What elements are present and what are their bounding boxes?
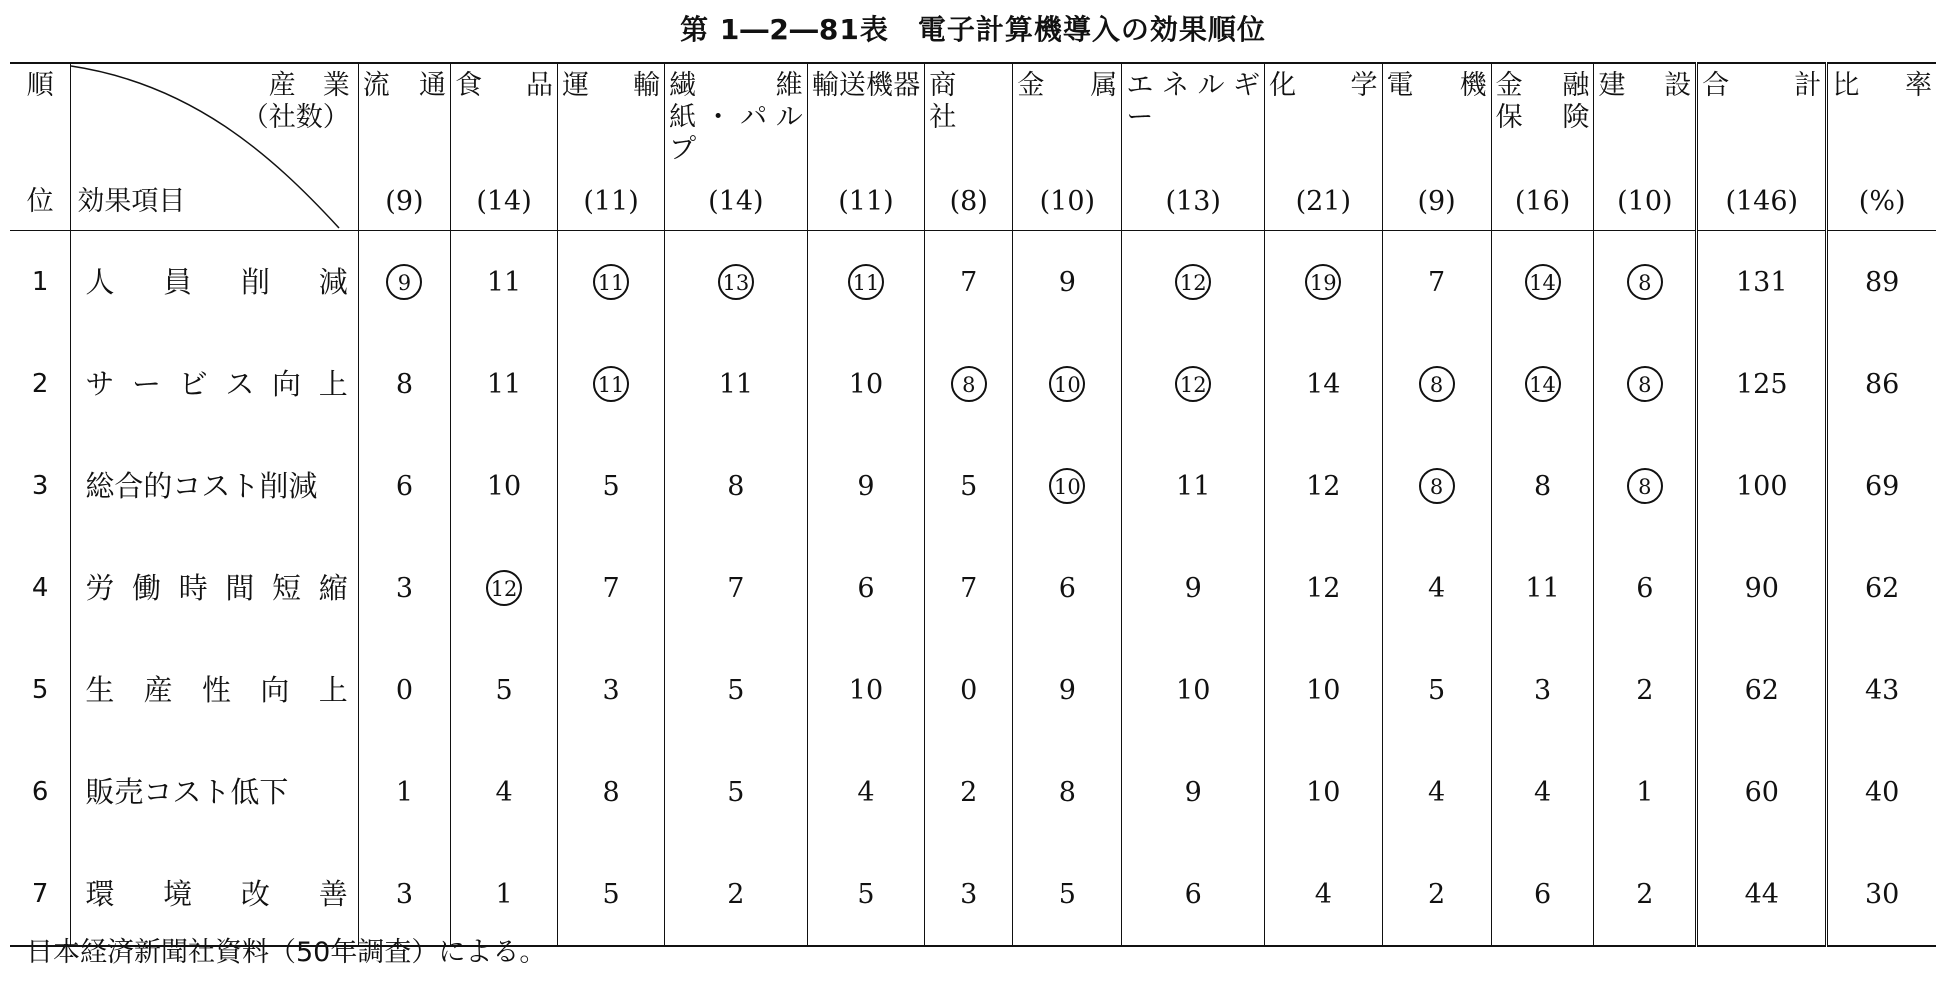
value-text: 7 xyxy=(960,572,978,604)
value-text: 11 xyxy=(486,368,522,400)
value-text: 6 xyxy=(1533,878,1552,910)
value-cell xyxy=(558,231,665,334)
industry-header xyxy=(1122,63,1265,231)
value-text: 6 xyxy=(1058,572,1076,604)
effect-item-text: 生産性向上 xyxy=(85,673,348,707)
page-title: 第 1―2―81表 電子計算機導入の効果順位 xyxy=(680,13,1266,46)
value-text: 10 xyxy=(1176,674,1211,706)
industry-header xyxy=(1013,63,1122,231)
effect-item-cell xyxy=(71,537,358,639)
circled-value: 10 xyxy=(1049,366,1085,402)
value-cell xyxy=(1013,537,1122,639)
total-header-unit: (146) xyxy=(1725,186,1799,217)
total-cell: 131 xyxy=(1697,231,1827,334)
total-cell: 90 xyxy=(1697,537,1827,639)
value-text: 6 xyxy=(1636,572,1654,604)
effect-item-label: 効果項目 xyxy=(77,186,186,217)
industry-company-count: (10) xyxy=(1617,186,1673,217)
industry-company-count: (21) xyxy=(1295,186,1352,217)
effect-item-text: 労働時間短縮 xyxy=(85,571,348,605)
effect-item-text: 人員削減 xyxy=(85,265,348,299)
value-cell xyxy=(1594,639,1697,741)
value-cell xyxy=(1382,333,1491,435)
industry-name-line2: 紙・パルプ xyxy=(669,102,803,165)
industry-name: 化 学 xyxy=(1269,70,1378,101)
circled-value: 8 xyxy=(1627,264,1663,300)
value-cell xyxy=(1265,537,1382,639)
value-text: 3 xyxy=(1533,674,1552,706)
value-cell xyxy=(665,843,808,946)
value-cell xyxy=(358,435,450,537)
industry-company-count: (8) xyxy=(949,186,988,217)
rank-header-bottom: 位 xyxy=(26,186,54,217)
value-text: 12 xyxy=(1306,470,1341,502)
table-row xyxy=(10,333,1936,435)
value-text: 9 xyxy=(1058,266,1076,298)
value-cell xyxy=(1382,435,1491,537)
value-text: 0 xyxy=(395,674,413,706)
ratio-header-label: 比 率 xyxy=(1832,70,1932,101)
value-text: 5 xyxy=(1058,878,1076,910)
value-text: 5 xyxy=(602,878,620,910)
value-cell xyxy=(925,435,1013,537)
source-footnote: 日本経済新聞社資料（50年調査）による。 xyxy=(26,937,547,968)
value-cell xyxy=(1122,843,1265,946)
value-cell xyxy=(1265,741,1382,843)
value-text: 7 xyxy=(602,572,620,604)
effect-item-text: サービス向上 xyxy=(85,367,348,401)
circled-value: 10 xyxy=(1049,468,1085,504)
value-cell xyxy=(1013,843,1122,946)
value-cell xyxy=(925,639,1013,741)
industry-company-count: (11) xyxy=(583,186,639,217)
value-cell xyxy=(1122,435,1265,537)
value-cell xyxy=(1013,333,1122,435)
value-text: 2 xyxy=(1428,878,1446,910)
industry-company-count: (13) xyxy=(1165,186,1221,217)
rank-cell: 2 xyxy=(10,333,71,435)
value-cell xyxy=(1491,843,1594,946)
value-text: 3 xyxy=(395,572,413,604)
value-text: 8 xyxy=(602,776,620,808)
industry-header xyxy=(925,63,1013,231)
value-cell xyxy=(665,435,808,537)
value-cell xyxy=(1491,435,1594,537)
value-text: 4 xyxy=(495,776,513,808)
value-text: 9 xyxy=(1058,674,1076,706)
value-cell xyxy=(558,843,665,946)
value-text: 2 xyxy=(727,878,745,910)
effect-item-text: 販売コスト低下 xyxy=(85,775,289,809)
value-cell xyxy=(1122,741,1265,843)
circled-value: 8 xyxy=(1419,468,1455,504)
value-text: 7 xyxy=(727,572,745,604)
value-cell xyxy=(1122,231,1265,334)
industry-header xyxy=(558,63,665,231)
table-row xyxy=(10,741,1936,843)
value-cell xyxy=(925,843,1013,946)
value-text: 10 xyxy=(1306,674,1341,706)
value-cell xyxy=(1265,333,1382,435)
value-cell xyxy=(807,435,924,537)
effect-item-cell xyxy=(71,333,358,435)
value-text: 14 xyxy=(1306,368,1341,400)
value-cell xyxy=(558,639,665,741)
ratio-cell: 30 xyxy=(1827,843,1936,946)
circled-value: 13 xyxy=(718,264,754,300)
industry-name: 商 社 xyxy=(929,70,984,133)
value-cell xyxy=(925,333,1013,435)
value-cell xyxy=(358,639,450,741)
industry-company-count: (9) xyxy=(1417,186,1456,217)
industry-header xyxy=(1382,63,1491,231)
ratio-header xyxy=(1827,63,1936,231)
total-header xyxy=(1697,63,1827,231)
circled-value: 11 xyxy=(848,264,884,300)
value-cell xyxy=(1594,333,1697,435)
table-row xyxy=(10,639,1936,741)
circled-value: 19 xyxy=(1305,264,1341,300)
value-cell xyxy=(1122,639,1265,741)
value-cell xyxy=(665,231,808,334)
value-cell xyxy=(665,741,808,843)
effect-item-cell xyxy=(71,639,358,741)
value-text: 7 xyxy=(1428,266,1446,298)
value-text: 4 xyxy=(1314,878,1332,910)
value-cell xyxy=(451,435,558,537)
industry-label-line1: 産 業 xyxy=(268,70,350,101)
value-text: 8 xyxy=(1058,776,1076,808)
value-cell xyxy=(807,333,924,435)
value-text: 2 xyxy=(1636,674,1654,706)
circled-value: 8 xyxy=(951,366,987,402)
industry-name: 流 通 xyxy=(362,70,447,101)
value-cell xyxy=(358,231,450,334)
circled-value: 12 xyxy=(1175,264,1211,300)
value-cell xyxy=(807,741,924,843)
value-text: 11 xyxy=(1176,470,1211,502)
value-cell xyxy=(358,333,450,435)
ratio-cell: 86 xyxy=(1827,333,1936,435)
value-cell xyxy=(807,231,924,334)
industry-name: 電 機 xyxy=(1386,70,1487,101)
value-text: 11 xyxy=(486,266,522,298)
value-cell xyxy=(1491,333,1594,435)
ratio-cell: 89 xyxy=(1827,231,1936,334)
effect-item-cell xyxy=(71,741,358,843)
ratio-cell: 40 xyxy=(1827,741,1936,843)
value-cell xyxy=(1265,231,1382,334)
value-text: 4 xyxy=(1428,572,1446,604)
value-cell xyxy=(1122,333,1265,435)
value-cell xyxy=(1382,639,1491,741)
total-header-label: 合 計 xyxy=(1702,70,1822,101)
value-cell xyxy=(1491,231,1594,334)
value-text: 4 xyxy=(1428,776,1446,808)
rank-header xyxy=(10,63,71,231)
value-text: 4 xyxy=(857,776,875,808)
table-header xyxy=(10,63,1936,231)
value-cell xyxy=(925,741,1013,843)
value-cell xyxy=(1013,231,1122,334)
value-cell xyxy=(558,333,665,435)
value-text: 5 xyxy=(1428,674,1446,706)
value-text: 1 xyxy=(1636,776,1654,808)
rank-cell: 6 xyxy=(10,741,71,843)
industry-name: 食 品 xyxy=(455,70,554,101)
circled-value: 8 xyxy=(1419,366,1455,402)
effect-item-cell xyxy=(71,435,358,537)
circled-value: 8 xyxy=(1627,366,1663,402)
ratio-cell: 43 xyxy=(1827,639,1936,741)
industry-header xyxy=(1491,63,1594,231)
value-cell xyxy=(1594,435,1697,537)
value-cell xyxy=(665,537,808,639)
value-text: 8 xyxy=(1533,470,1552,502)
value-text: 9 xyxy=(1184,572,1202,604)
effect-ranking-table xyxy=(10,62,1936,947)
value-cell xyxy=(665,639,808,741)
total-cell: 60 xyxy=(1697,741,1827,843)
value-text: 5 xyxy=(727,776,745,808)
value-text: 6 xyxy=(857,572,875,604)
rank-cell: 7 xyxy=(10,843,71,946)
industry-header xyxy=(665,63,808,231)
value-text: 4 xyxy=(1533,776,1552,808)
value-text: 9 xyxy=(857,470,875,502)
industry-company-count: (14) xyxy=(476,186,532,217)
value-text: 5 xyxy=(495,674,513,706)
industry-header xyxy=(807,63,924,231)
industry-header xyxy=(358,63,450,231)
industry-company-count: (9) xyxy=(385,186,424,217)
industry-company-count: (11) xyxy=(838,186,894,217)
industry-company-count: (16) xyxy=(1514,186,1571,217)
value-text: 5 xyxy=(602,470,620,502)
circled-value: 8 xyxy=(1627,468,1663,504)
circled-value: 14 xyxy=(1525,264,1561,300)
circled-value: 14 xyxy=(1525,366,1561,402)
total-cell: 62 xyxy=(1697,639,1827,741)
table-row xyxy=(10,537,1936,639)
value-cell xyxy=(1382,843,1491,946)
value-text: 10 xyxy=(486,470,522,502)
value-cell xyxy=(1382,741,1491,843)
value-cell xyxy=(1382,231,1491,334)
value-cell xyxy=(451,639,558,741)
value-text: 1 xyxy=(495,878,513,910)
value-cell xyxy=(1491,741,1594,843)
value-cell xyxy=(807,639,924,741)
value-text: 10 xyxy=(848,674,884,706)
industry-label xyxy=(242,70,350,134)
value-cell xyxy=(1265,843,1382,946)
value-cell xyxy=(451,741,558,843)
value-cell xyxy=(1491,639,1594,741)
value-text: 8 xyxy=(727,470,745,502)
value-text: 12 xyxy=(1306,572,1341,604)
value-cell xyxy=(807,537,924,639)
header-row xyxy=(10,63,1936,231)
value-text: 8 xyxy=(395,368,413,400)
circled-value: 12 xyxy=(1175,366,1211,402)
value-cell xyxy=(1122,537,1265,639)
value-cell xyxy=(1265,435,1382,537)
value-text: 3 xyxy=(960,878,978,910)
table-row xyxy=(10,435,1936,537)
value-cell xyxy=(451,231,558,334)
value-cell xyxy=(1013,639,1122,741)
value-cell xyxy=(558,435,665,537)
total-cell: 100 xyxy=(1697,435,1827,537)
value-text: 2 xyxy=(1636,878,1654,910)
rank-cell: 3 xyxy=(10,435,71,537)
value-text: 3 xyxy=(395,878,413,910)
circled-value: 12 xyxy=(486,570,522,606)
ratio-header-unit: (%) xyxy=(1858,186,1906,217)
value-cell xyxy=(358,741,450,843)
value-text: 6 xyxy=(1184,878,1202,910)
value-text: 11 xyxy=(718,368,754,400)
rank-cell: 1 xyxy=(10,231,71,334)
ratio-cell: 62 xyxy=(1827,537,1936,639)
industry-header xyxy=(1594,63,1697,231)
value-text: 3 xyxy=(602,674,620,706)
value-text: 0 xyxy=(960,674,978,706)
value-cell xyxy=(1491,537,1594,639)
value-text: 10 xyxy=(848,368,884,400)
value-cell xyxy=(807,843,924,946)
value-text: 6 xyxy=(395,470,413,502)
industry-name: 輸送機器 xyxy=(811,70,921,101)
value-cell xyxy=(358,537,450,639)
rank-cell: 5 xyxy=(10,639,71,741)
value-cell xyxy=(558,741,665,843)
industry-name: エネルギー xyxy=(1126,70,1261,133)
table-row xyxy=(10,231,1936,334)
value-text: 11 xyxy=(1525,572,1560,604)
value-cell xyxy=(925,537,1013,639)
value-cell xyxy=(1382,537,1491,639)
circled-value: 11 xyxy=(593,264,629,300)
value-text: 2 xyxy=(960,776,978,808)
value-text: 10 xyxy=(1306,776,1341,808)
industry-name: 繊 維 xyxy=(669,70,803,101)
value-cell xyxy=(451,537,558,639)
value-text: 5 xyxy=(857,878,875,910)
industry-header xyxy=(451,63,558,231)
industry-name: 金 融 xyxy=(1495,70,1590,101)
value-cell xyxy=(1594,537,1697,639)
effect-ranking-table-wrapper xyxy=(10,62,1936,947)
value-cell xyxy=(665,333,808,435)
circled-value: 11 xyxy=(593,366,629,402)
corner-header xyxy=(71,63,358,231)
value-text: 5 xyxy=(960,470,978,502)
value-cell xyxy=(1013,741,1122,843)
value-cell xyxy=(1594,843,1697,946)
industry-company-count: (14) xyxy=(708,186,764,217)
value-text: 9 xyxy=(1184,776,1202,808)
value-cell xyxy=(558,537,665,639)
rank-cell: 4 xyxy=(10,537,71,639)
effect-item-text: 環境改善 xyxy=(85,877,348,911)
value-cell xyxy=(1265,639,1382,741)
industry-name: 建 設 xyxy=(1598,70,1692,101)
effect-item-text: 総合的コスト削減 xyxy=(85,469,318,503)
value-cell xyxy=(451,333,558,435)
total-cell: 44 xyxy=(1697,843,1827,946)
circled-value: 9 xyxy=(386,264,422,300)
table-body xyxy=(10,231,1936,947)
industry-name-line2: 保 険 xyxy=(1495,102,1590,133)
ratio-cell: 69 xyxy=(1827,435,1936,537)
industry-company-count: (10) xyxy=(1039,186,1096,217)
value-cell xyxy=(1594,741,1697,843)
rank-header-top: 順 xyxy=(26,70,54,101)
value-cell xyxy=(925,231,1013,334)
industry-name: 金 属 xyxy=(1017,70,1118,101)
industry-header xyxy=(1265,63,1382,231)
industry-name: 運 輸 xyxy=(562,70,661,101)
value-text: 7 xyxy=(960,266,978,298)
value-text: 5 xyxy=(727,674,745,706)
effect-item-cell xyxy=(71,231,358,334)
total-cell: 125 xyxy=(1697,333,1827,435)
value-cell xyxy=(1013,435,1122,537)
value-text: 1 xyxy=(395,776,413,808)
value-cell xyxy=(1594,231,1697,334)
industry-label-line2: （社数） xyxy=(241,102,350,133)
